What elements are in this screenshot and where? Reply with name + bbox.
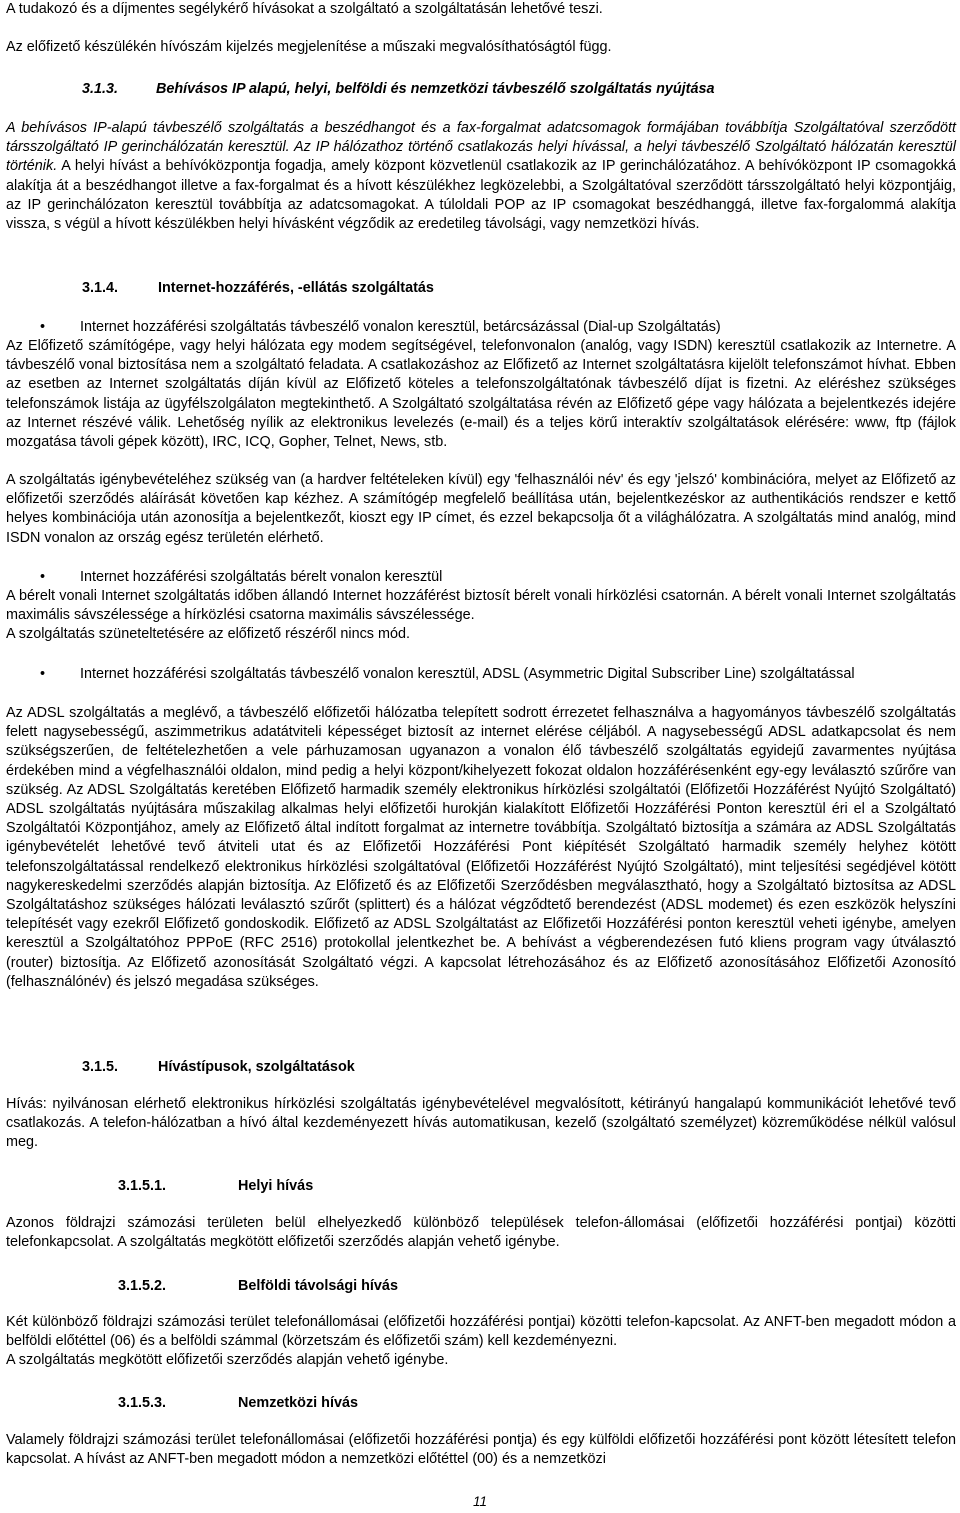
- section-number: 3.1.3.: [82, 81, 119, 97]
- section-title: Nemzetközi hívás: [238, 1395, 358, 1411]
- section-number: 3.1.5.2.: [118, 1278, 167, 1294]
- section-313-heading: [82, 80, 715, 99]
- section-title: Hívástípusok, szolgáltatások: [158, 1059, 355, 1075]
- section-title: Behívásos IP alapú, helyi, belföldi és nemzetközi távbeszélő szolgáltatás nyújtása: [156, 81, 715, 97]
- bullet-icon: •: [40, 319, 46, 335]
- dialup-paragraph: Az Előfizető számítógépe, vagy helyi hálózata egy modem segítségével, telefonvonalon (analóg, vagy ISDN) keresztül csatlakozik az Internetre. A távbeszélő vonal biztosítása nem a szolgáltató feladata. A csatlakozáshoz az Előfizető az Internet szolgáltatásra kijelölt telefonszámot hívhat. Ebben az esetben az Internet szolgáltatás díján kívül az Előfizető köteles a telefonszolgáltatónak távbeszélő díjat is fizetni. Az eléréshez szükséges telefonszámok listája az ügyfélszolgálaton megtekinthető. A Szolgáltató szolgáltatása révén az Előfizető gépe vagy hálózata a bejelentkezés idejére az Internet részévé válik. Lehetőség nyílik az elektronikus levelezés (e-mail) és a teljes körű interaktív szolgáltatások elérésére: www, ftp (fájlok mozgatása távoli gépek között), IRC, ICQ, Gopher, Telnet, News, stb.: [6, 338, 956, 451]
- section-314-heading: [82, 279, 434, 298]
- section-3152-paragraph: Két különböző földrajzi számozási terület telefonállomásai (előfizetői hozzáférési pontjai) közötti telefon-kapcsolat. Az ANFT-ben megadott módon a belföldi előtéttel (06) és a belföldi számmal (körzetszám és előfizetői szám) kell kezdeményezni.: [6, 1314, 956, 1350]
- page-number: 11: [472, 1494, 487, 1509]
- intro-line-2: Az előfizető készülékén hívószám kijelzés megjelenítése a műszaki megvalósíthatóságtól függ.: [6, 39, 612, 55]
- section-title: Belföldi távolsági hívás: [238, 1278, 398, 1294]
- intro-line-1: A tudakozó és a díjmentes segélykérő hívásokat a szolgáltató a szolgáltatásán lehetővé teszi.: [6, 1, 603, 17]
- bullet-item-leased-line: [6, 568, 956, 587]
- section-title: Internet-hozzáférés, -ellátás szolgáltatás: [158, 280, 434, 296]
- paragraph-italic-part: A behívásos IP-alapú távbeszélő szolgáltatás a beszédhangot és a fax-forgalmat adatcsomagok formájában továbbítja Szolgáltatóval szerződött társszolgáltató IP gerinchálózatán keresztül. Az IP hálózathoz történő csatlakozás helyi hívással, a helyi távbeszélő Szolgáltató hálózatán keresztül történik.: [6, 120, 956, 175]
- section-number: 3.1.5.: [82, 1059, 119, 1075]
- section-3152-paragraph-2: A szolgáltatás megkötött előfizetői szerződés alapján vehető igénybe.: [6, 1352, 449, 1368]
- section-3153-heading: [118, 1394, 358, 1413]
- section-title: Helyi hívás: [238, 1178, 314, 1194]
- section-number: 3.1.5.1.: [118, 1178, 167, 1194]
- adsl-paragraph: Az ADSL szolgáltatás a meglévő, a távbeszélő előfizetői hálózatba telepített sodrott érrezetet felhasználva a hagyományos távbeszélő szolgáltatás felett nagysebességű, aszimmetrikus adatátviteli képességet biztosít az internet elérése céljából. A nagysebességű ADSL adatkapcsolat és nem szükségszerűen, de feltételezhetően a vele párhuzamosan ugyanazon a vonalon élő távbeszélő szolgáltatás egyidejű zavarmentes nyújtása érdekében mind a végfelhasználói oldalon, mind pedig a helyi központ/kihelyezett fokozat oldalon hozzáférésenként egy-egy leválasztó szűrőre van szükség. Az ADSL Szolgáltatás keretében Előfizető harmadik személy elektronikus hírközlési szolgáltatói (Előfizetői Hozzáférést Nyújtó Szolgáltató) ADSL szolgáltatás nyújtására műszakilag alkalmas helyi előfizetői hurokján kialakított Előfizetői Hozzáférési Ponton keresztül éri el a Szolgáltató Szolgáltatói Központjához, amely az Előfizető által indított forgalmat az internetre továbbítja. Szolgáltató biztosítja a számára az ADSL Szolgáltatás igénybevételét lehetővé tevő átviteli utat és az Előfizetői Hozzáférési Pont kiépítését Szolgáltató harmadik személy helyhez kötött telefonszolgáltatással rendelkező elektronikus hírközlési szolgáltatóval (Előfizetői Hozzáférést Nyújtó Szolgáltató), mint teljesítési segédjével kötött nagykereskedelmi szerződés alapján biztosítja. Az Előfizető és az Előfizetői Szerződésben megválasztható, hogy a Szolgáltató biztosítsa az ADSL Szolgáltatáshoz szükséges hálózati leválasztó szűrőt (splittert) és a hálózat végződtető berendezést (ADSL modemet) és ezen eszközök helyszíni telepítését vagy ezekről Előfizető gondoskodik. Előfizető az ADSL Szolgáltatást az Előfizetői Hozzáférési ponton keresztül veheti igénybe, amelyen keresztül a Szolgáltatóhoz PPPoE (RFC 2516) protokollal jelentkezhet be. A behívást a végberendezésen futó kliens program vagy útválasztó (router) biztosítja. Az Előfizető azonosítását Szolgáltató végzi. A kapcsolat létrehozásához és az Előfizető azonosításához Előfizetői Azonosító (felhasználónév) és jelszó megadása szükséges.: [6, 705, 956, 990]
- bullet-item-dialup: [6, 318, 956, 337]
- leased-line-paragraph: A bérelt vonali Internet szolgáltatás időben állandó Internet hozzáférést biztosít bérelt vonali hírközlési csatornán. A bérelt vonali Internet szolgáltatás maximális sávszélessége a hírközlési csatorna maximális sávszélessége.: [6, 588, 956, 624]
- paragraph-regular-part: A helyi hívást a behívóközpontja fogadja, amely központ közvetlenül csatlakozik az IP gerinchálózatához. A behívóközpont IP csomagokká alakítja át a beszédhangot illetve a fax-forgalmat és a hívott készülékhez legközelebbi, a Szolgáltatóval szerződött társszolgáltató helyi központjáig, az IP gerinchálózaton keresztül továbbítja az adatcsomagokat. A túloldali POP az IP csomagokat beszédhanggá, illetve fax-forgalommá alakítja vissza, s végül a hívott készülékben helyi hívásként végződik az eredetileg távolsági, vagy nemzetközi hívás.: [6, 158, 956, 233]
- section-number: 3.1.4.: [82, 280, 119, 296]
- bullet-text: Internet hozzáférési szolgáltatás bérelt vonalon keresztül: [80, 569, 443, 585]
- section-315-heading: [82, 1058, 355, 1077]
- bullet-text: Internet hozzáférési szolgáltatás távbeszélő vonalon keresztül, ADSL (Asymmetric Digital Subscriber Line) szolgáltatással: [80, 666, 855, 682]
- section-3151-paragraph: Azonos földrajzi számozási területen belül elhelyezkedő különböző települések telefon-állomásai (előfizetői hozzáférési pontjai) közötti telefonkapcsolat. A szolgáltatás megkötött előfizetői szerződés alapján vehető igénybe.: [6, 1215, 956, 1251]
- section-313-paragraph: [6, 119, 956, 234]
- section-3152-heading: [118, 1277, 398, 1296]
- leased-line-paragraph-2: A szolgáltatás szüneteltetésére az előfizető részéről nincs mód.: [6, 626, 410, 642]
- section-315-paragraph: Hívás: nyilvánosan elérhető elektronikus hírközlési szolgáltatás igénybevételével megvalósított, kétirányú hangalapú kommunikációt lehetővé tevő csatlakozás. A telefon-hálózatban a hívó által kezdeményezett hívás automatikusan, kezelő (szolgáltató személyzet) közreműködése nélkül valósul meg.: [6, 1096, 956, 1151]
- section-3151-heading: [118, 1177, 313, 1196]
- dialup-paragraph-2: A szolgáltatás igénybevételéhez szükség van (a hardver feltételeken kívül) egy 'felhasználói név' és egy 'jelszó' kombinációra, melyet az Előfizető az előfizetői szerződés aláírását követően kap kézhez. A számítógép megfelelő beállítása után, bejelentkezéskor az authentikációs rendszer e kettő helyes kombinációja után azonosítja a bejelentkezőt, kioszt egy IP címet, és ezzel bekapcsolja őt a világhálózatra. A szolgáltatás mind analóg, mind ISDN vonalon az ország egész területén elérhető.: [6, 472, 956, 546]
- section-3153-paragraph: Valamely földrajzi számozási terület telefonállomásai (előfizetői hozzáférési pontja) és egy külföldi előfizetői hozzáférési pont között létesített telefon kapcsolat. A hívást az ANFT-ben megadott módon a nemzetközi előtéttel (00) és a nemzetközi: [6, 1432, 956, 1468]
- section-number: 3.1.5.3.: [118, 1395, 167, 1411]
- bullet-text: Internet hozzáférési szolgáltatás távbeszélő vonalon keresztül, betárcsázással (Dial-up Szolgáltatás): [80, 319, 721, 335]
- bullet-icon: •: [40, 666, 46, 682]
- bullet-item-adsl: [6, 665, 956, 684]
- bullet-icon: •: [40, 569, 46, 585]
